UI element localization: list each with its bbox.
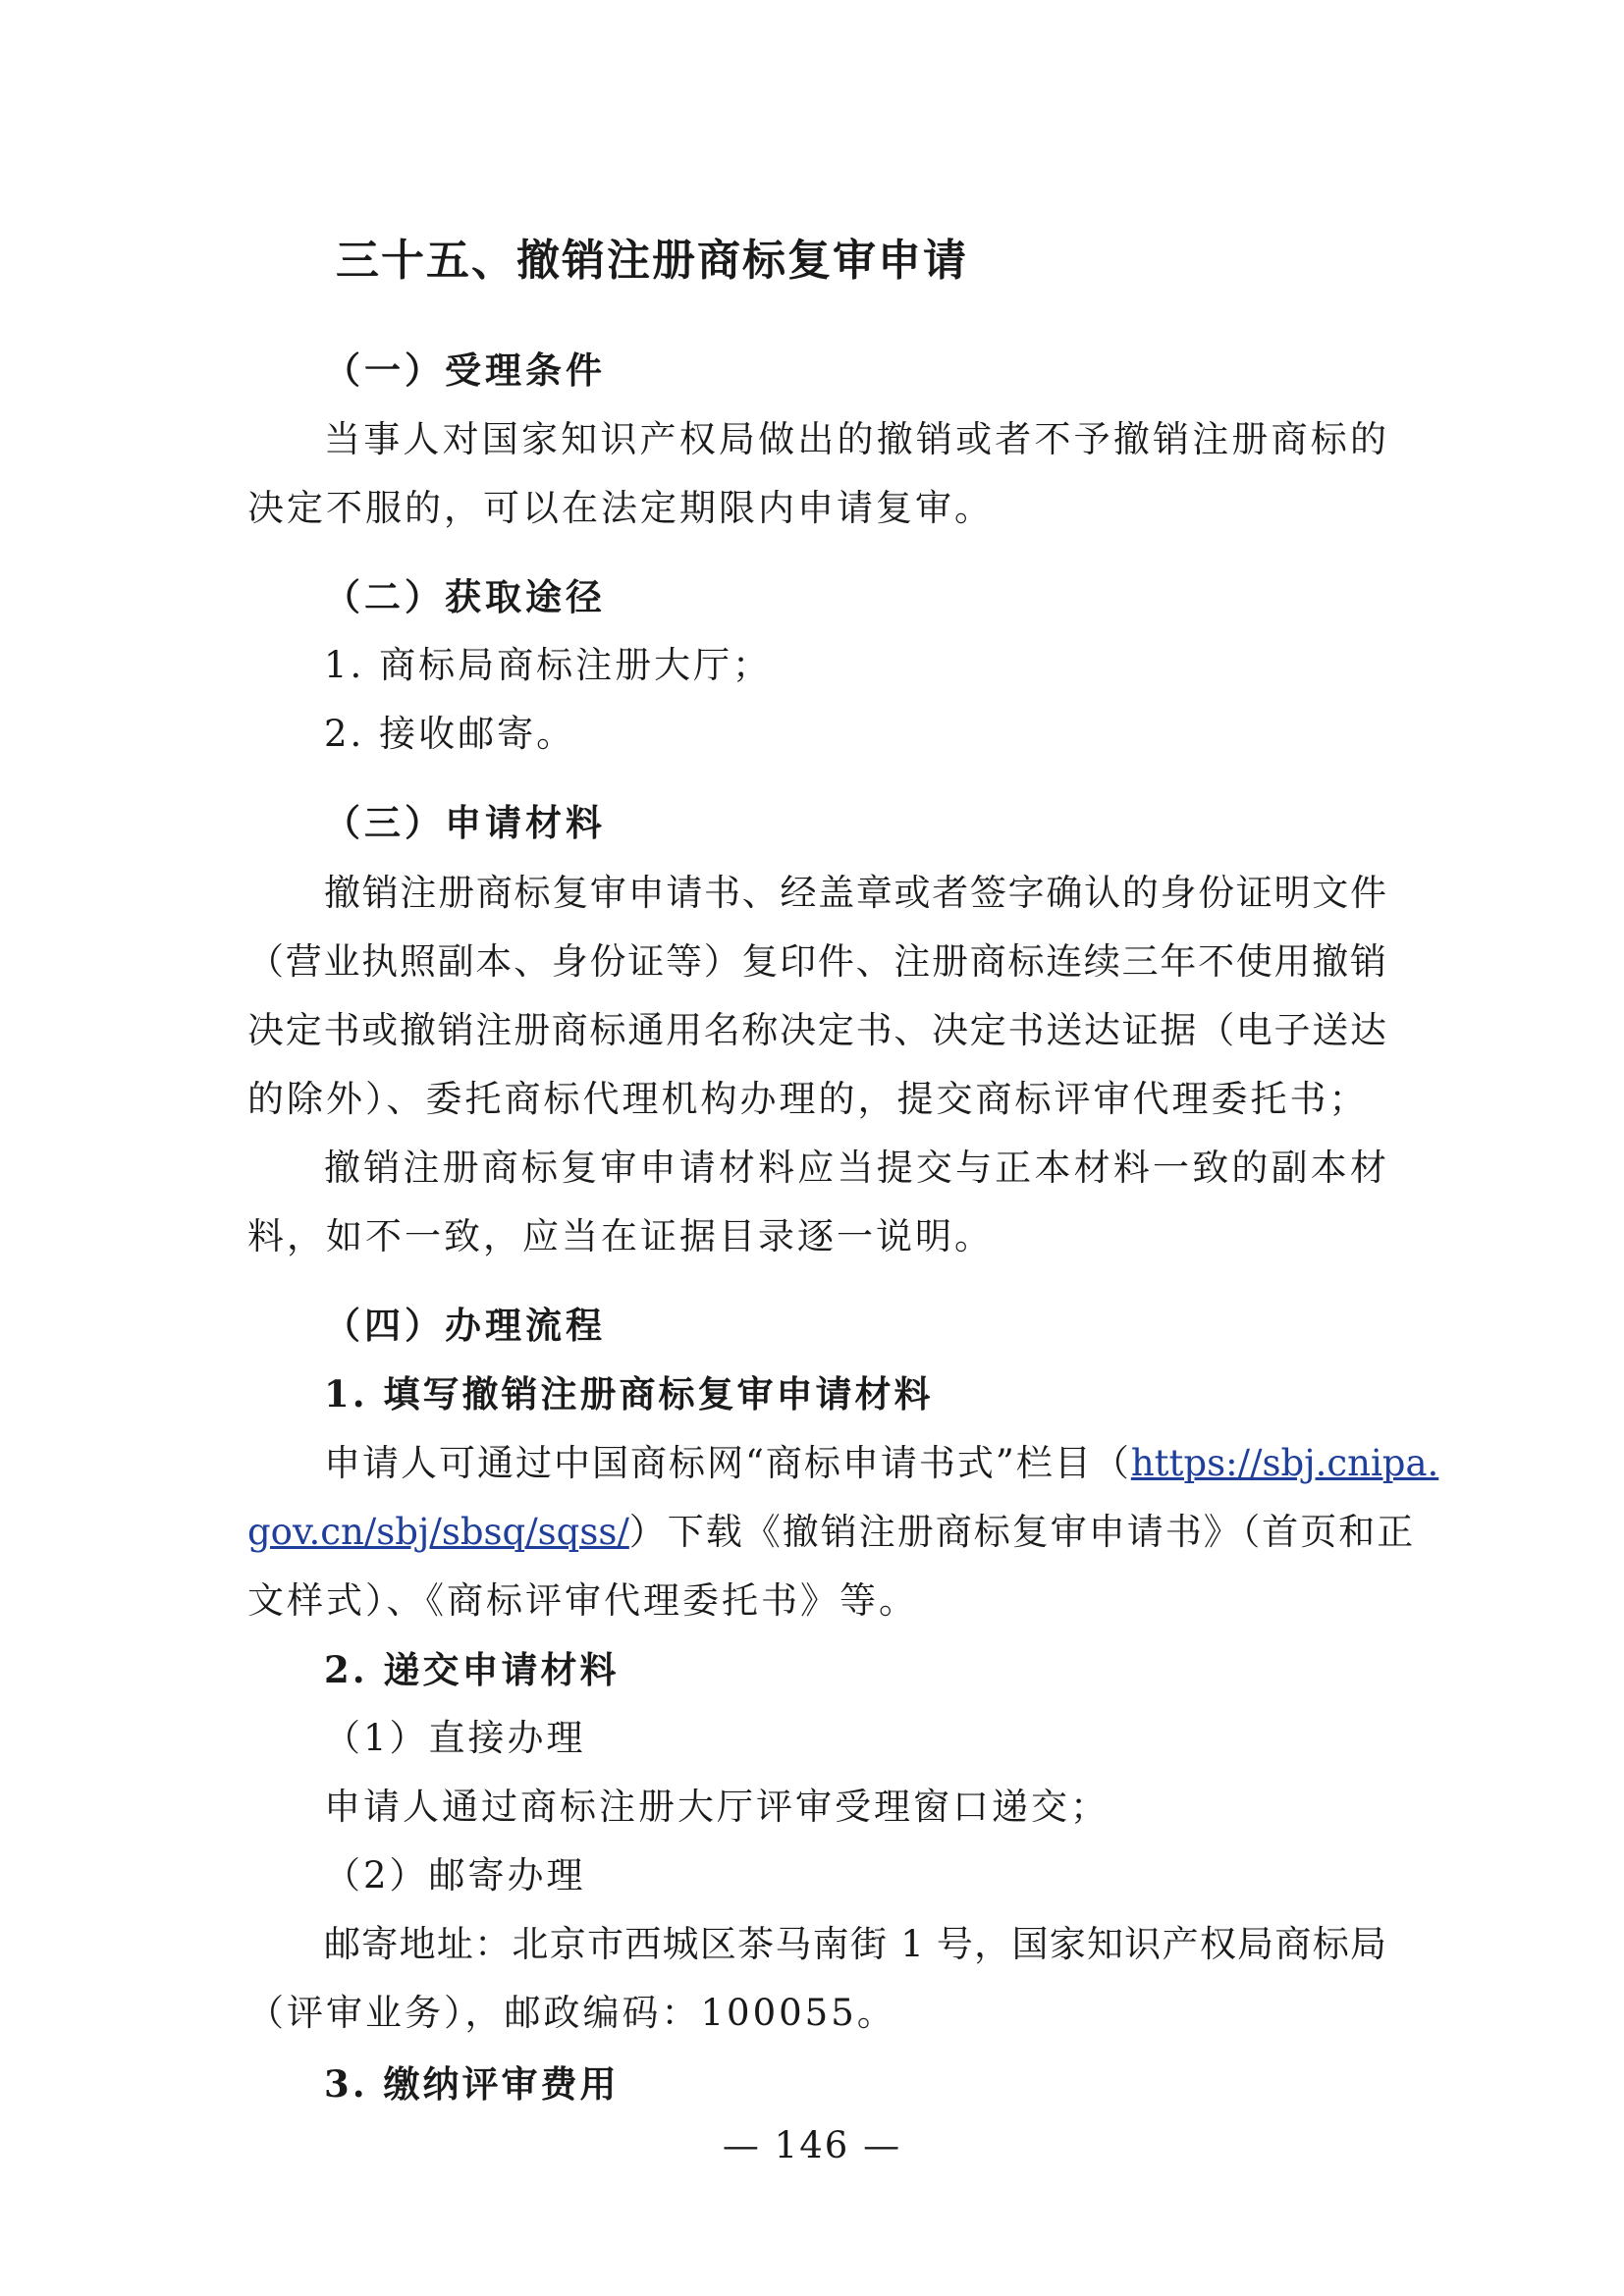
paragraph-line: 决定书或撤销注册商标通用名称决定书、决定书送达证据（电子送达 — [247, 1009, 1386, 1051]
paragraph-line: 撤销注册商标复审申请材料应当提交与正本材料一致的副本材 — [324, 1147, 1386, 1189]
paragraph-line: 文样式）、《商标评审代理委托书》等。 — [247, 1579, 918, 1622]
list-item: （1）直接办理 — [324, 1717, 586, 1759]
step-heading-pay-fees: 3. 缴纳评审费用 — [324, 2062, 620, 2106]
list-item: （2）邮寄办理 — [324, 1854, 586, 1896]
paragraph-line: 当事人对国家知识产权局做出的撤销或者不予撤销注册商标的 — [324, 418, 1386, 460]
paragraph-line — [324, 1440, 1439, 1487]
paragraph-text: ）下载《撤销注册商标复审申请书》（首页和正 — [628, 1511, 1416, 1553]
paragraph-line: 决定不服的，可以在法定期限内申请复审。 — [247, 487, 994, 529]
section-heading-application-materials: （三）申请材料 — [324, 801, 606, 844]
paragraph-line: 撤销注册商标复审申请书、经盖章或者签字确认的身份证明文件 — [324, 872, 1386, 914]
paragraph-line: 的除外）、委托商标代理机构办理的，提交商标评审代理委托书； — [247, 1078, 1369, 1120]
paragraph-line: 料，如不一致，应当在证据目录逐一说明。 — [247, 1215, 994, 1257]
trademark-forms-link-continued[interactable]: gov.cn/sbj/sbsq/sqss/ — [247, 1511, 629, 1553]
paragraph-line: 申请人通过商标注册大厅评审受理窗口递交； — [324, 1786, 1110, 1828]
page-title: 三十五、撤销注册商标复审申请 — [336, 236, 968, 286]
list-item: 1. 商标局商标注册大厅； — [324, 644, 773, 686]
section-heading-procedure: （四）办理流程 — [324, 1304, 606, 1347]
step-heading-submit-materials: 2. 递交申请材料 — [324, 1648, 620, 1691]
section-heading-access-channels: （二）获取途径 — [324, 575, 606, 618]
list-item: 2. 接收邮寄。 — [324, 713, 576, 755]
paragraph-line: （营业执照副本、身份证等）复印件、注册商标连续三年不使用撤销 — [247, 940, 1386, 983]
paragraph-text: 申请人可通过中国商标网“商标申请书式”栏目（ — [324, 1442, 1131, 1484]
mailing-address-line: 邮寄地址：北京市西城区茶马南街 1 号，国家知识产权局商标局 — [324, 1923, 1386, 1965]
trademark-forms-link[interactable]: https://sbj.cnipa. — [1130, 1442, 1439, 1484]
page-number: — 146 — — [722, 2124, 902, 2166]
paragraph-line: （评审业务），邮政编码：100055。 — [247, 1992, 896, 2034]
step-heading-fill-materials: 1. 填写撤销注册商标复审申请材料 — [324, 1372, 934, 1415]
section-heading-acceptance-conditions: （一）受理条件 — [324, 348, 606, 392]
paragraph-line — [247, 1509, 1416, 1556]
